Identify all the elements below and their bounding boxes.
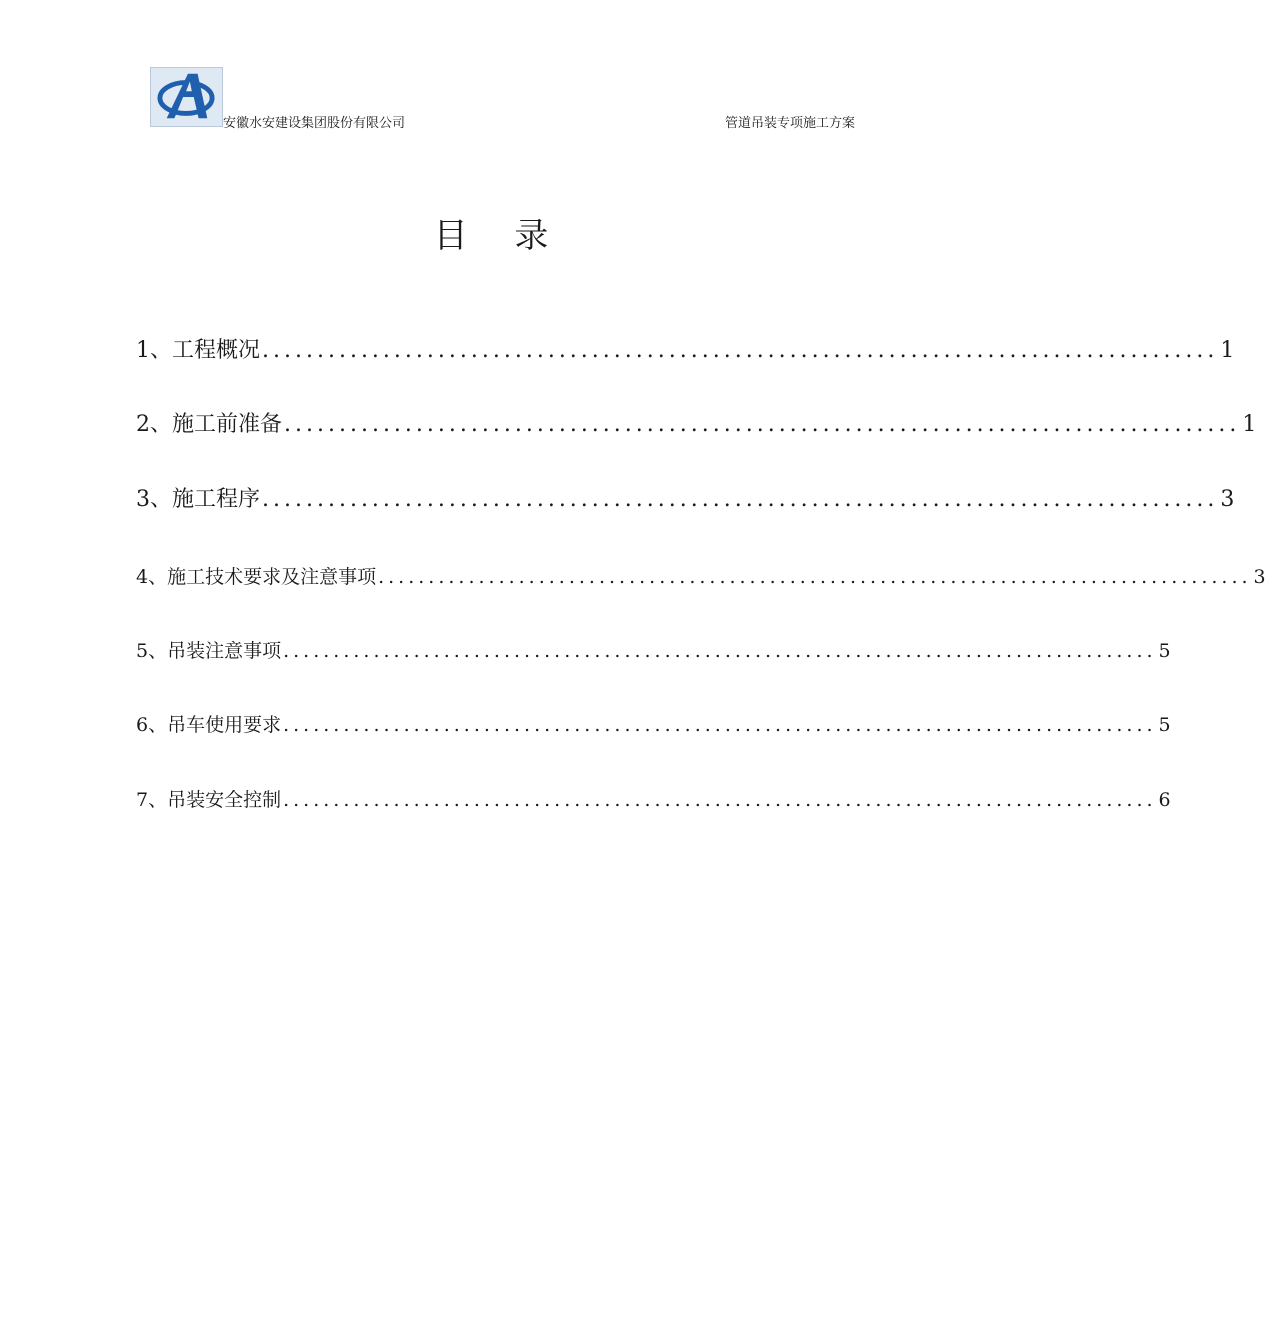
toc-page-number: 5 [1158, 714, 1171, 736]
toc-entry[interactable] [136, 638, 1171, 664]
toc-page-number: 5 [1158, 640, 1171, 662]
toc-entry-label: 1、工程概况 [136, 338, 260, 363]
toc-entry-label: 6、吊车使用要求 [136, 714, 282, 736]
toc-entry[interactable] [136, 486, 1235, 514]
toc-entry-label: 7、吊装安全控制 [136, 789, 282, 811]
company-logo [150, 67, 223, 127]
toc-page-number: 3 [1253, 566, 1266, 588]
toc-page-number: 1 [1220, 338, 1235, 363]
toc-entry-label: 3、施工程序 [136, 487, 260, 512]
page-title: 目 录 [433, 216, 567, 256]
toc-dot-leader: ....................................................................................... [283, 714, 1157, 736]
toc-entry[interactable] [136, 337, 1235, 365]
toc-entry[interactable] [136, 411, 1257, 439]
toc-dot-leader: ....................................................................................... [284, 412, 1241, 437]
toc-entry-label: 4、施工技术要求及注意事项 [136, 566, 377, 588]
toc-page-number: 3 [1220, 487, 1235, 512]
toc-entry[interactable] [136, 564, 1266, 590]
toc-dot-leader: ....................................................................................... [262, 338, 1219, 363]
toc-entry[interactable] [136, 712, 1171, 738]
toc-entry-label: 2、施工前准备 [136, 412, 282, 437]
toc-page-number: 6 [1158, 789, 1171, 811]
toc-page-number: 1 [1242, 412, 1257, 437]
toc-dot-leader: ....................................................................................... [378, 566, 1252, 588]
toc-entry[interactable] [136, 787, 1171, 813]
toc-dot-leader: ....................................................................................... [283, 640, 1157, 662]
header-document-name: 管道吊装专项施工方案 [724, 116, 855, 131]
company-logo-a-icon [151, 68, 222, 126]
toc-dot-leader: ....................................................................................... [262, 487, 1219, 512]
header-company-name: 安徽水安建设集团股份有限公司 [223, 116, 406, 131]
toc-dot-leader: ....................................................................................... [283, 789, 1157, 811]
toc-entry-label: 5、吊装注意事项 [136, 640, 282, 662]
